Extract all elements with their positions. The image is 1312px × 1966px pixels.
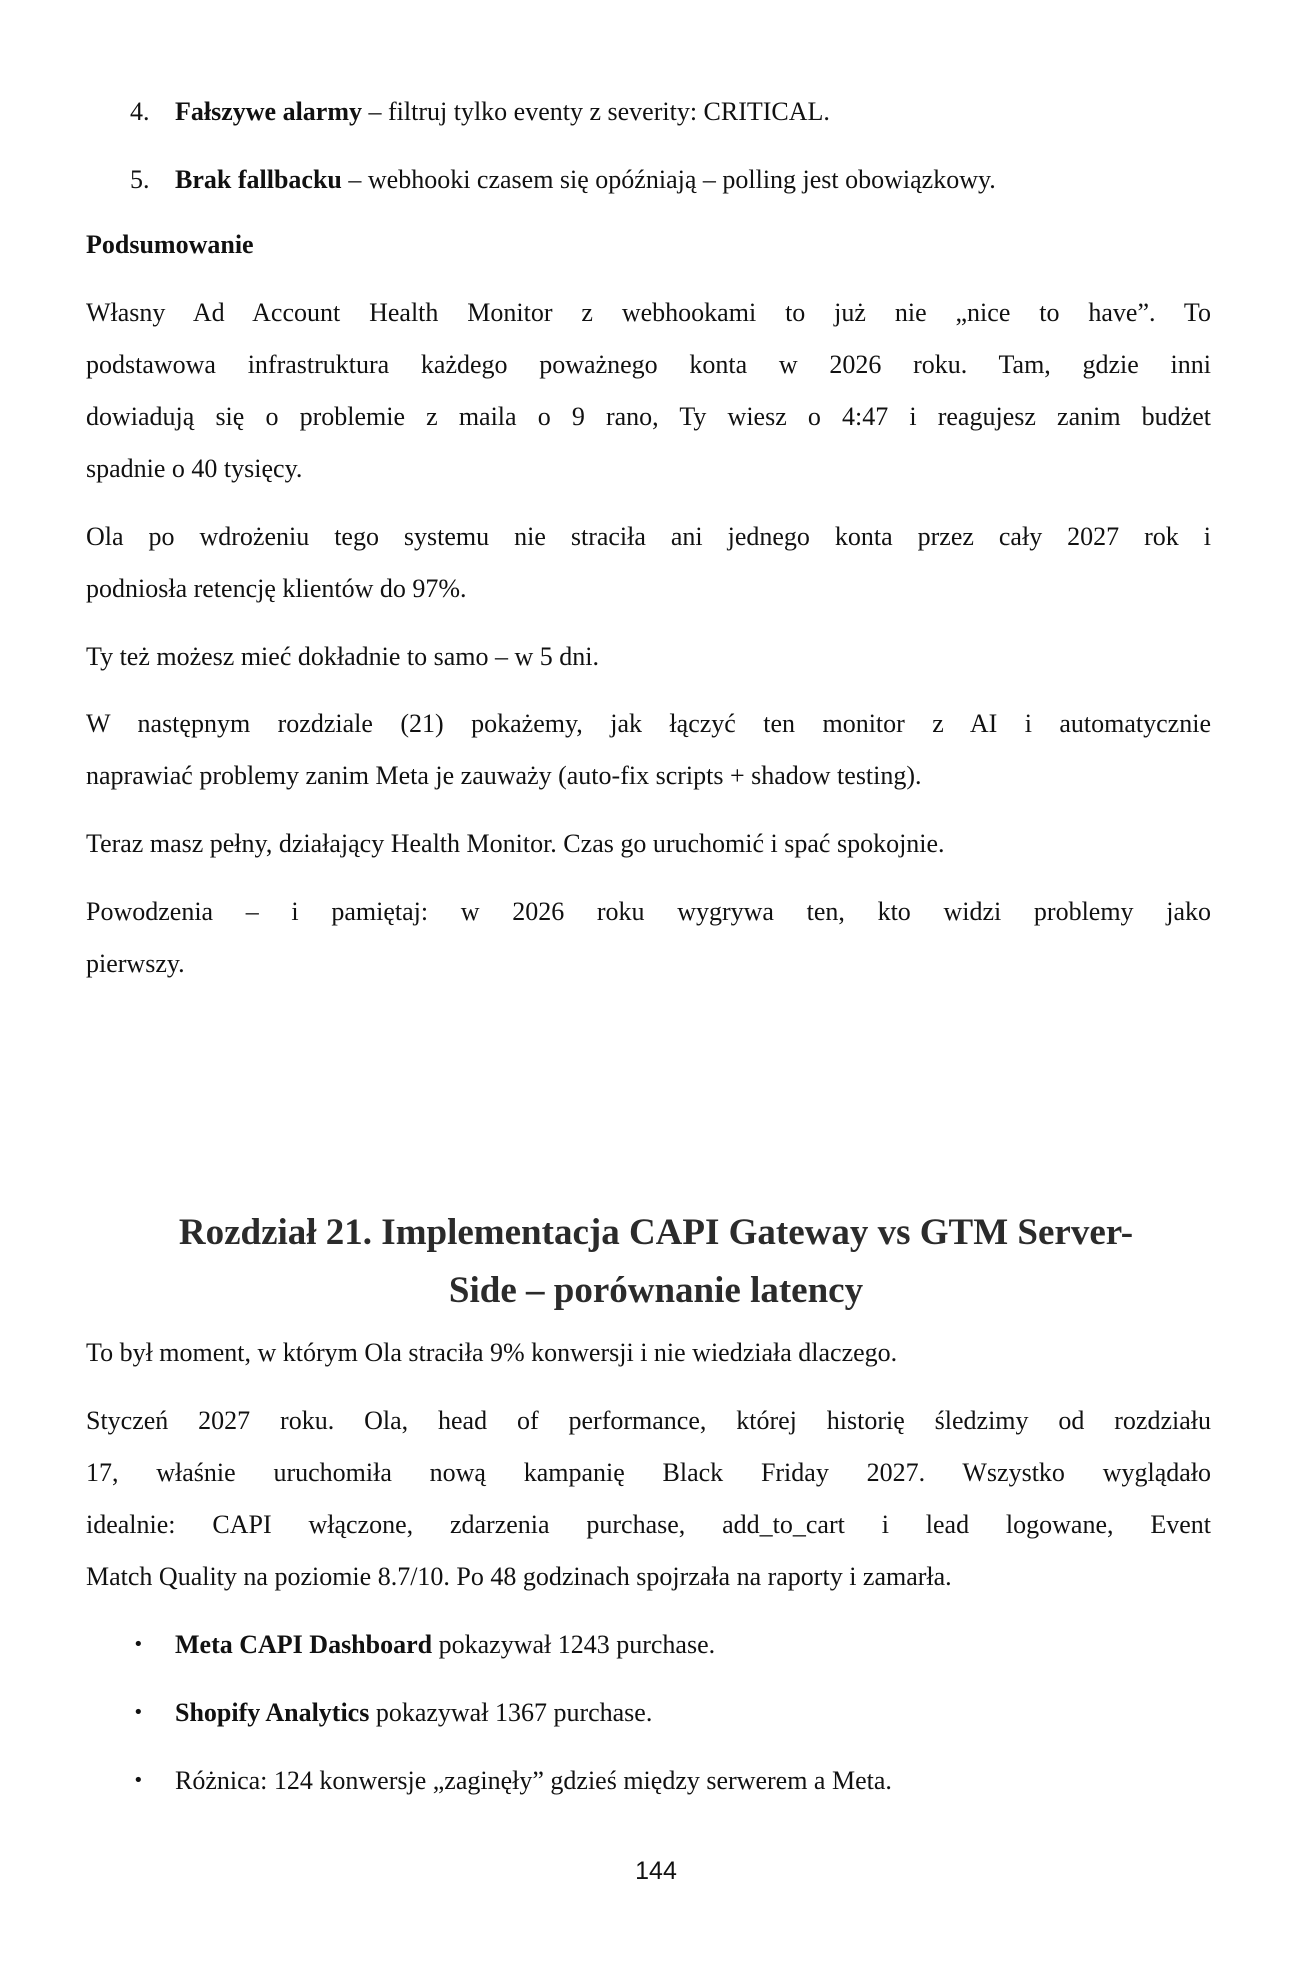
paragraph: Ty też możesz mieć dokładnie to samo – w 5 dni. [86, 642, 599, 671]
bullet-item-text: pokazywał 1367 purchase. [369, 1698, 653, 1727]
list-item [175, 97, 830, 127]
chapter-title-line: Side – porównanie latency [448, 1270, 864, 1311]
paragraph-line: W następnym rozdziale (21) pokażemy, jak łączyć ten monitor z AI i automatycznie [86, 709, 1211, 738]
paragraph-line: pierwszy. [86, 949, 185, 978]
paragraph-line: podniosła retencję klientów do 97%. [86, 574, 467, 603]
paragraph-line: spadnie o 40 tysięcy. [86, 454, 303, 483]
bullet-item [175, 1766, 892, 1796]
paragraph-line: dowiadują się o problemie z maila o 9 rano, Ty wiesz o 4:47 i reagujesz zanim budżet [86, 402, 1211, 431]
bullet-item-text: Różnica: 124 konwersje „zaginęły” gdzieś między serwerem a Meta. [175, 1766, 892, 1795]
list-item-text: – filtruj tylko eventy z severity: CRITICAL. [362, 97, 830, 126]
bullet-item [175, 1698, 652, 1728]
paragraph-line: Match Quality na poziomie 8.7/10. Po 48 godzinach spojrzała na raporty i zamarła. [86, 1562, 952, 1591]
paragraph-line: idealnie: CAPI włączone, zdarzenia purchase, add_to_cart i lead logowane, Event [86, 1510, 1211, 1539]
bullet-item [175, 1630, 715, 1660]
list-item [175, 165, 996, 195]
list-item-text: – webhooki czasem się opóźniają – polling jest obowiązkowy. [341, 165, 996, 194]
paragraph-line: Powodzenia – i pamiętaj: w 2026 roku wygrywa ten, kto widzi problemy jako [86, 897, 1211, 926]
bullet-item-text: pokazywał 1243 purchase. [432, 1630, 716, 1659]
paragraph-line: Własny Ad Account Health Monitor z webhookami to już nie „nice to have”. To [86, 298, 1211, 327]
paragraph: To był moment, w którym Ola straciła 9% konwersji i nie wiedziała dlaczego. [86, 1338, 898, 1367]
list-item-bold: Brak fallbacku [175, 165, 342, 194]
paragraph-line: podstawowa infrastruktura każdego poważnego konta w 2026 roku. Tam, gdzie inni [86, 350, 1211, 379]
paragraph-line: naprawiać problemy zanim Meta je zauważy (auto-fix scripts + shadow testing). [86, 761, 922, 790]
paragraph-line: 17, właśnie uruchomiła nową kampanię Black Friday 2027. Wszystko wyglądało [86, 1458, 1211, 1487]
page-number: 144 [635, 1857, 677, 1885]
bullet-item-bold: Shopify Analytics [175, 1698, 370, 1727]
list-item-bold: Fałszywe alarmy [175, 97, 363, 126]
paragraph: Teraz masz pełny, działający Health Monitor. Czas go uruchomić i spać spokojnie. [86, 829, 945, 858]
chapter-title-line: Rozdział 21. Implementacja CAPI Gateway vs GTM Server- [178, 1212, 1134, 1253]
paragraph-line: Styczeń 2027 roku. Ola, head of performance, której historię śledzimy od rozdziału [86, 1406, 1211, 1435]
list-number: 4. [130, 97, 150, 126]
bullet-icon: • [133, 1702, 144, 1723]
section-heading: Podsumowanie [86, 230, 254, 259]
bullet-icon: • [133, 1770, 144, 1791]
bullet-item-bold: Meta CAPI Dashboard [175, 1630, 433, 1659]
bullet-icon: • [133, 1634, 144, 1655]
list-number: 5. [130, 165, 150, 194]
paragraph-line: Ola po wdrożeniu tego systemu nie straciła ani jednego konta przez cały 2027 rok i [86, 522, 1211, 551]
